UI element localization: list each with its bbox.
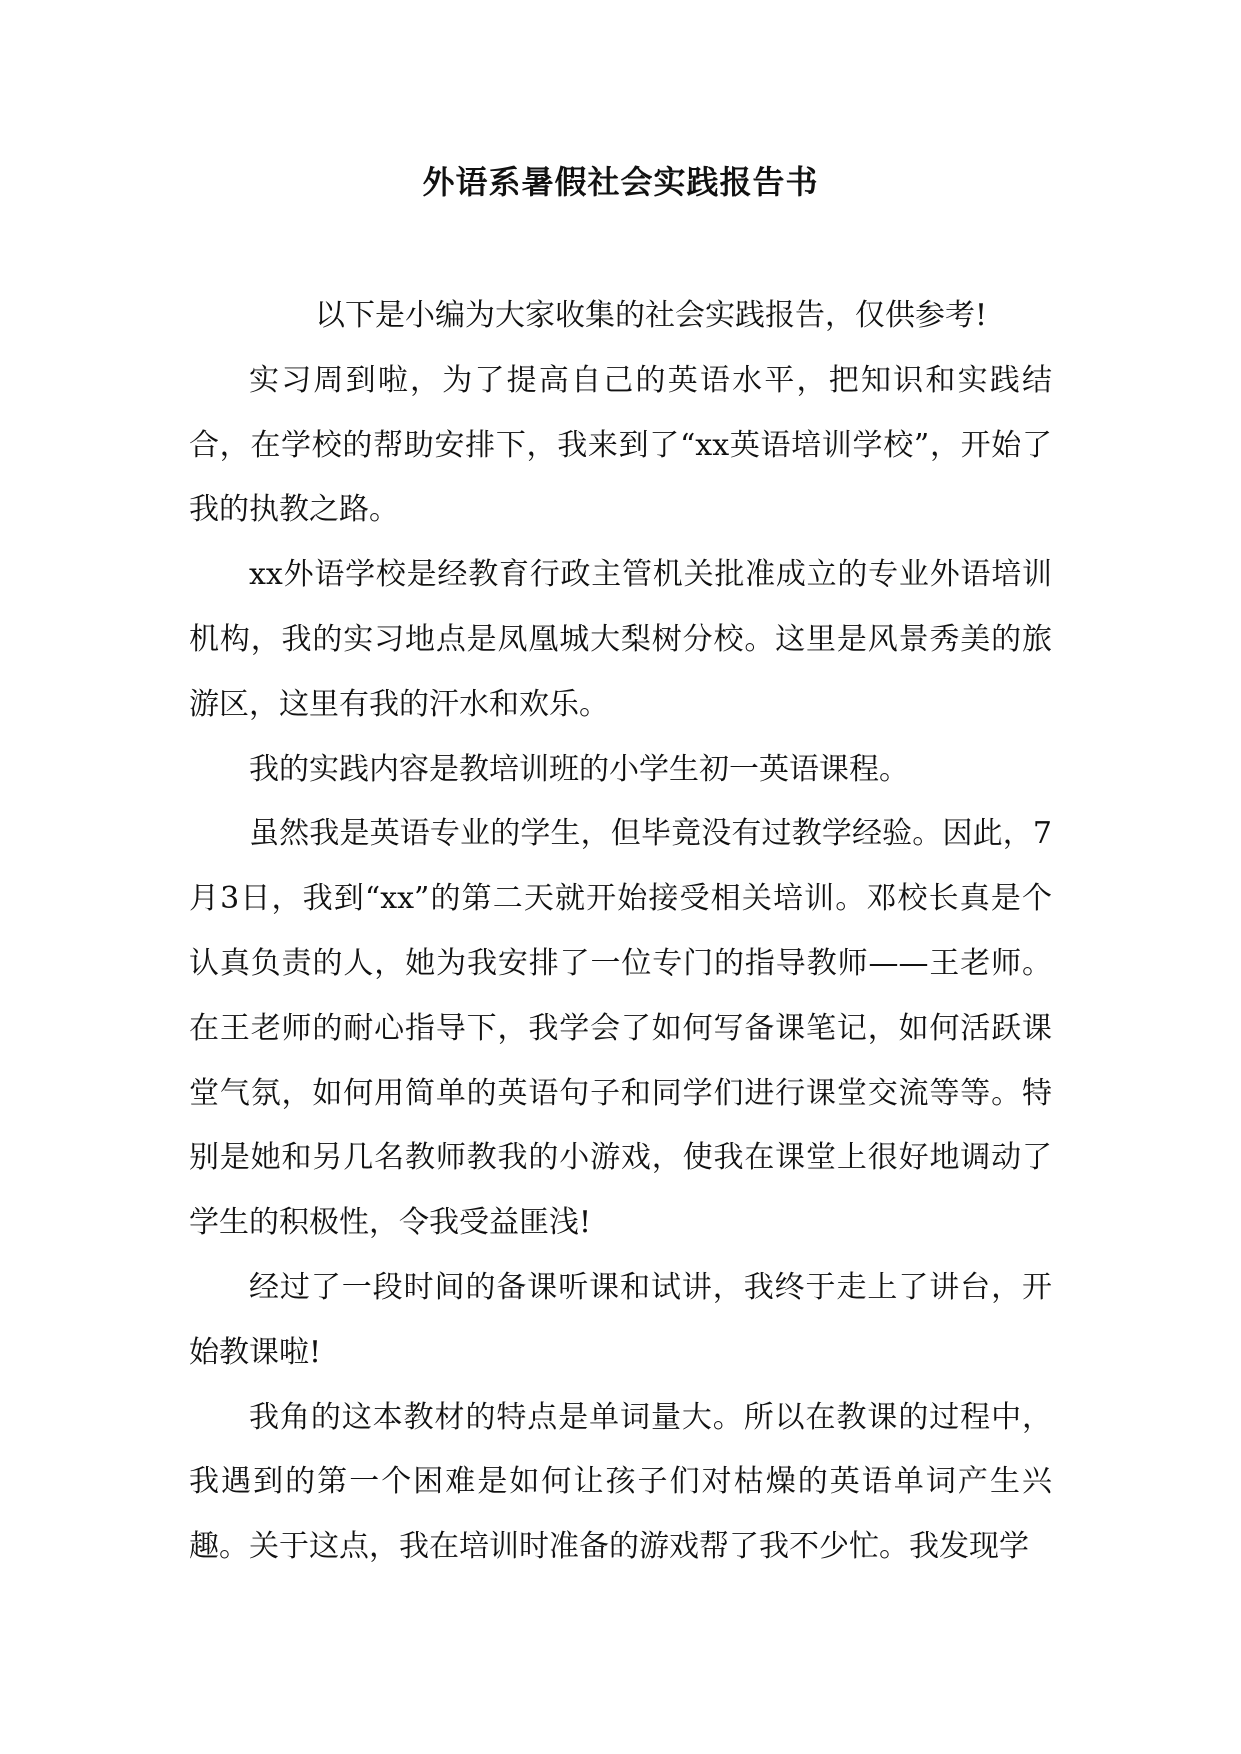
document-title: 外语系暑假社会实践报告书 [422, 163, 819, 201]
paragraph: 经过了一段时间的备课听课和试讲，我终于走上了讲台，开始教课啦! [189, 1269, 1052, 1370]
document-body [189, 284, 1052, 1580]
paragraph-intro: 以下是小编为大家收集的社会实践报告，仅供参考! [315, 298, 988, 333]
paragraph: 我的实践内容是教培训班的小学生初一英语课程。 [249, 751, 909, 787]
paragraph: 虽然我是英语专业的学生，但毕竟没有过教学经验。因此，7月3日，我到“xx”的第二天就开始接受相关培训。邓校长真是个认真负责的人，她为我安排了一位专门的指导教师——王老师。在王老师的耐心指导下，我学会了如何写备课笔记，如何活跃课堂气氛，如何用简单的英语句子和同学们进行课堂交流等等。特别是她和另几名教师教我的小游戏，使我在课堂上很好地调动了学生的积极性，令我受益匪浅! [189, 816, 1052, 1241]
paragraph: xx外语学校是经教育行政主管机关批准成立的专业外语培训机构，我的实习地点是凤凰城大梨树分校。这里是风景秀美的旅游区，这里有我的汗水和欢乐。 [189, 557, 1052, 722]
paragraph: 实习周到啦，为了提高自己的英语水平，把知识和实践结合，在学校的帮助安排下，我来到了“xx英语培训学校”，开始了我的执教之路。 [189, 362, 1052, 528]
paragraph: 我角的这本教材的特点是单词量大。所以在教课的过程中，我遇到的第一个困难是如何让孩子们对枯燥的英语单词产生兴趣。关于这点，我在培训时准备的游戏帮了我不少忙。我发现学 [189, 1399, 1052, 1565]
